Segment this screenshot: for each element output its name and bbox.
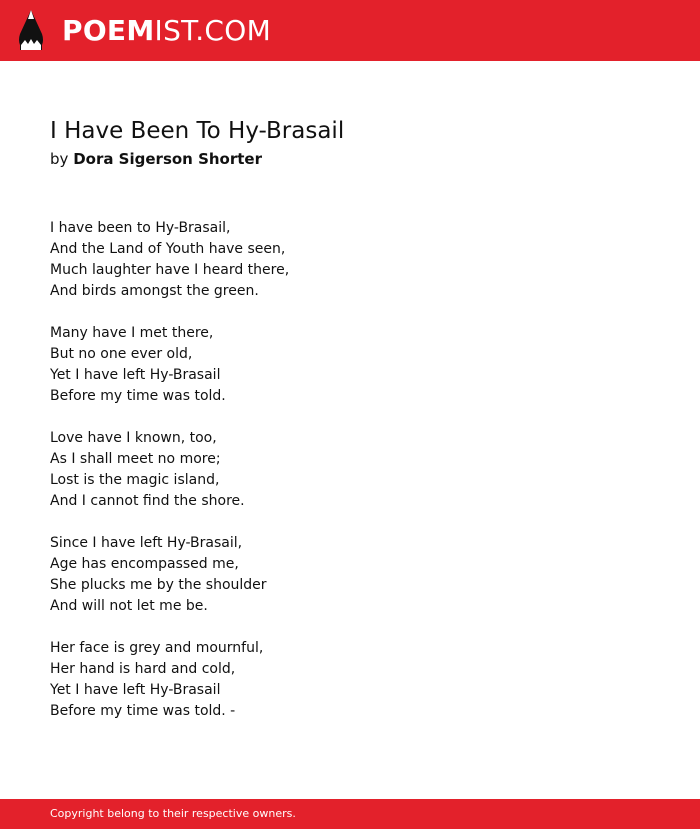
poem-line: Age has encompassed me,	[50, 556, 239, 572]
poem-line: Many have I met there,	[50, 325, 214, 341]
stanza	[50, 638, 650, 722]
poem-line: Yet I have left Hy-Brasail	[50, 682, 221, 698]
site-header	[0, 0, 700, 61]
poem-line: I have been to Hy-Brasail,	[50, 220, 231, 236]
poem-body	[50, 218, 650, 743]
author-name: Dora Sigerson Shorter	[73, 150, 262, 168]
copyright-text: Copyright belong to their respective owners.	[50, 807, 296, 820]
poem-line: And birds amongst the green.	[50, 283, 259, 299]
poem-line: Much laughter have I heard there,	[50, 262, 290, 278]
poem-line: She plucks me by the shoulder	[50, 577, 267, 593]
stanza	[50, 323, 650, 407]
stanza	[50, 533, 650, 617]
poem-line: Before my time was told. -	[50, 703, 236, 719]
poem-line: As I shall meet no more;	[50, 451, 221, 467]
poem-line: Her face is grey and mournful,	[50, 640, 264, 656]
logo-text-light: IST.COM	[154, 14, 272, 47]
site-logo[interactable]	[62, 12, 271, 50]
stanza	[50, 218, 650, 302]
poem-line: And I cannot find the shore.	[50, 493, 245, 509]
poem-line: Love have I known, too,	[50, 430, 217, 446]
poem-line: And will not let me be.	[50, 598, 208, 614]
by-label: by	[50, 150, 69, 168]
site-footer	[0, 799, 700, 829]
byline	[50, 148, 262, 170]
poem-line: Her hand is hard and cold,	[50, 661, 236, 677]
poem-line: Yet I have left Hy-Brasail	[50, 367, 221, 383]
poem-line: Before my time was told.	[50, 388, 226, 404]
pen-nib-icon[interactable]	[17, 9, 45, 51]
poem-line: And the Land of Youth have seen,	[50, 241, 286, 257]
poem-line: But no one ever old,	[50, 346, 193, 362]
logo-text-bold: POEM	[62, 14, 155, 47]
poem-title: I Have Been To Hy-Brasail	[50, 118, 345, 144]
stanza	[50, 428, 650, 512]
poem-line: Lost is the magic island,	[50, 472, 220, 488]
poem-line: Since I have left Hy-Brasail,	[50, 535, 243, 551]
